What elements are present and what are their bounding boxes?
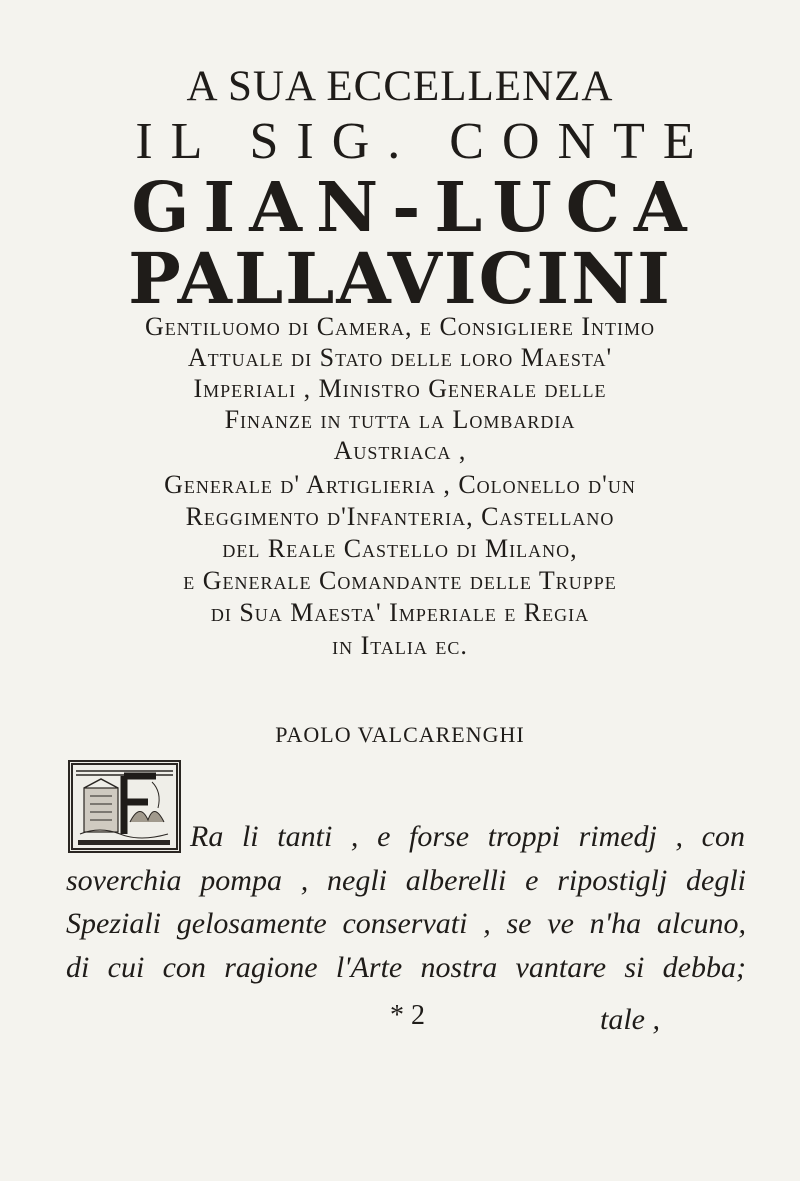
honorific-line: Austriaca ,: [333, 436, 467, 465]
body-text-line: di cui con ragione l'Arte nostra vantare si debba;: [66, 951, 746, 984]
honorific-line: Reggimento d'Infanteria, Castellano: [185, 502, 615, 531]
honorific-line: di Sua Maesta' Imperiale e Regia: [210, 598, 590, 627]
body-text-line: Ra li tanti , e forse troppi rimedj , con: [190, 820, 745, 853]
dedication-line: A SUA ECCELLENZA: [186, 63, 614, 110]
decorated-initial-letter-f-icon: [68, 760, 181, 853]
signature-mark: * 2: [390, 1000, 425, 1031]
body-text-line: soverchia pompa , negli alberelli e ripostiglj degli: [66, 864, 746, 897]
honorific-line: Finanze in tutta la Lombardia: [224, 405, 576, 434]
dedication-title-line: IL SIG. CONTE: [135, 113, 713, 170]
initial-engraving: [70, 762, 179, 851]
author-name: PAOLO VALCARENGHI: [275, 722, 525, 747]
honorific-line: del Reale Castello di Milano,: [222, 534, 578, 563]
honorific-line: e Generale Comandante delle Truppe: [183, 566, 617, 595]
dedicatee-surname: PALLAVICINI: [128, 237, 672, 320]
body-text-line: Speziali gelosamente conservati , se ve n'ha alcuno,: [66, 907, 746, 940]
catchword: tale ,: [600, 1003, 660, 1036]
honorific-line: in Italia ec.: [332, 631, 468, 660]
honorific-line: Imperiali , Ministro Generale delle: [193, 374, 607, 403]
honorific-line: Generale d' Artiglieria , Colonello d'un: [164, 470, 636, 499]
honorific-line: Gentiluomo di Camera, e Consigliere Intimo: [144, 312, 656, 341]
dedicatee-given-name: GIAN-LUCA: [131, 168, 701, 248]
honorific-line: Attuale di Stato delle loro Maesta': [187, 343, 613, 372]
